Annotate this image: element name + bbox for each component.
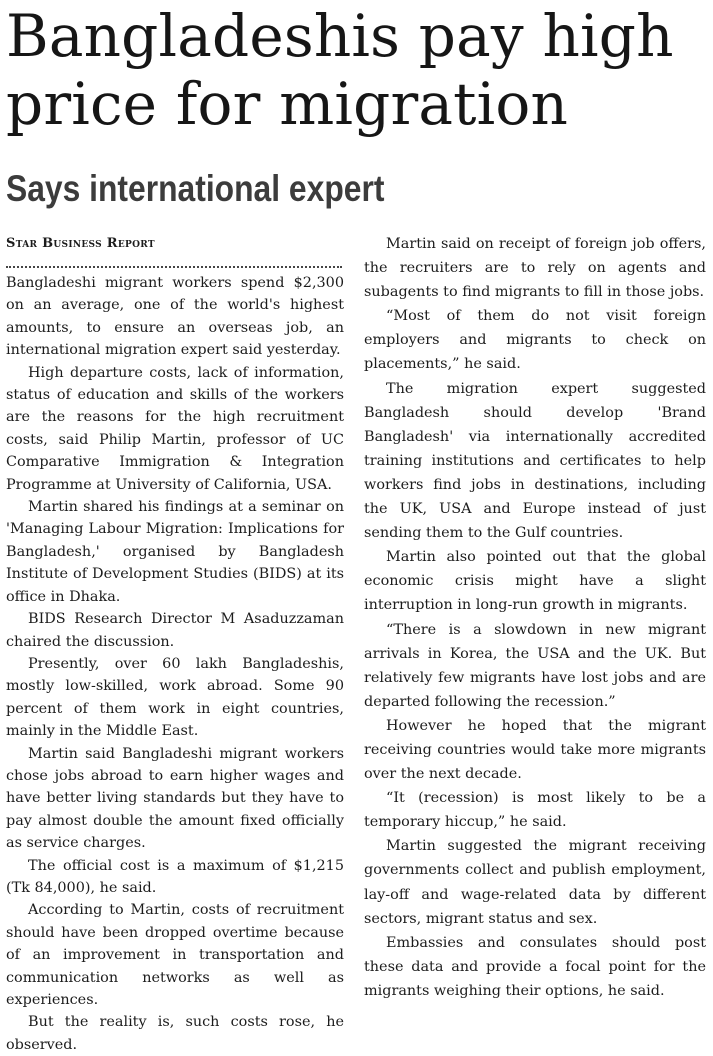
byline [6,232,344,256]
paragraph: High departure costs, lack of information, status of education and skills of the workers are the reasons for the high recruitment costs, said Philip Martin, professor of UC Comparative Immigration & Integration Programme at University of California, USA. [6,364,344,493]
byline-text: Star Business Report [6,236,155,251]
headline-line-1: Bangladeshis pay high [6,2,674,70]
paragraph: Martin also pointed out that the global economic crisis might have a slight interruption in long-run growth in migrants. [364,549,706,614]
article-column-right [364,232,706,1003]
headline [6,2,711,138]
paragraph: However he hoped that the migrant receiving countries would take more migrants over the next decade. [364,717,706,783]
paragraph: The migration expert suggested Bangladesh should develop 'Brand Bangladesh' via internationally accredited training institutions and certificates to help workers find jobs in destinations, including the UK, USA and Europe instead of just sending them to the Gulf countries. [364,380,706,542]
paragraph: Martin suggested the migrant receiving governments collect and publish employment, lay-off and wage-related data by different sectors, migrant status and sex. [364,838,706,927]
paragraph: According to Martin, costs of recruitment should have been dropped overtime because of an improvement in transportation and communication networks as well as experiences. [6,902,344,1008]
paragraph: Martin shared his findings at a seminar on 'Managing Labour Migration: Implications for Bangladesh,' organised by Bangladesh Institute of Development Studies (BIDS) at its office in Dhaka. [6,499,344,605]
paragraph: Martin said on receipt of foreign job offers, the recruiters are to rely on agents and subagents to find migrants to fill in those jobs. [364,236,706,301]
paragraph: Martin said Bangladeshi migrant workers chose jobs abroad to earn higher wages and have better living standards but they have to pay almost double the amount fixed officially as service charges. [6,745,344,852]
paragraph: “It (recession) is most likely to be a temporary hiccup,” he said. [364,790,706,831]
paragraph: “Most of them do not visit foreign employers and migrants to check on placements,” he said. [364,308,706,373]
paragraph: Presently, over 60 lakh Bangladeshis, mostly low-skilled, work abroad. Some 90 percent of them work in eight countries, mainly in the Middle East. [6,655,344,740]
subheadline: Says international expert [6,168,385,209]
paragraph: Embassies and consulates should post these data and provide a focal point for the migrants weighing their options, he said. [364,934,706,999]
paragraph: BIDS Research Director M Asaduzzaman chaired the discussion. [6,611,344,650]
byline-divider [6,256,342,268]
headline-line-2: price for migration [6,70,569,138]
paragraph: Bangladeshi migrant workers spend $2,300 on an average, one of the world's highest amounts, to ensure an overseas job, an international migration expert said yesterday. [6,275,344,359]
article-column-left [6,232,344,1056]
paragraph: The official cost is a maximum of $1,215 (Tk 84,000), he said. [6,857,344,896]
paragraph: But the reality is, such costs rose, he observed. [6,1014,344,1053]
paragraph: “There is a slowdown in new migrant arrivals in Korea, the USA and the UK. But relatively few migrants have lost jobs and are departed following the recession.” [364,621,706,710]
